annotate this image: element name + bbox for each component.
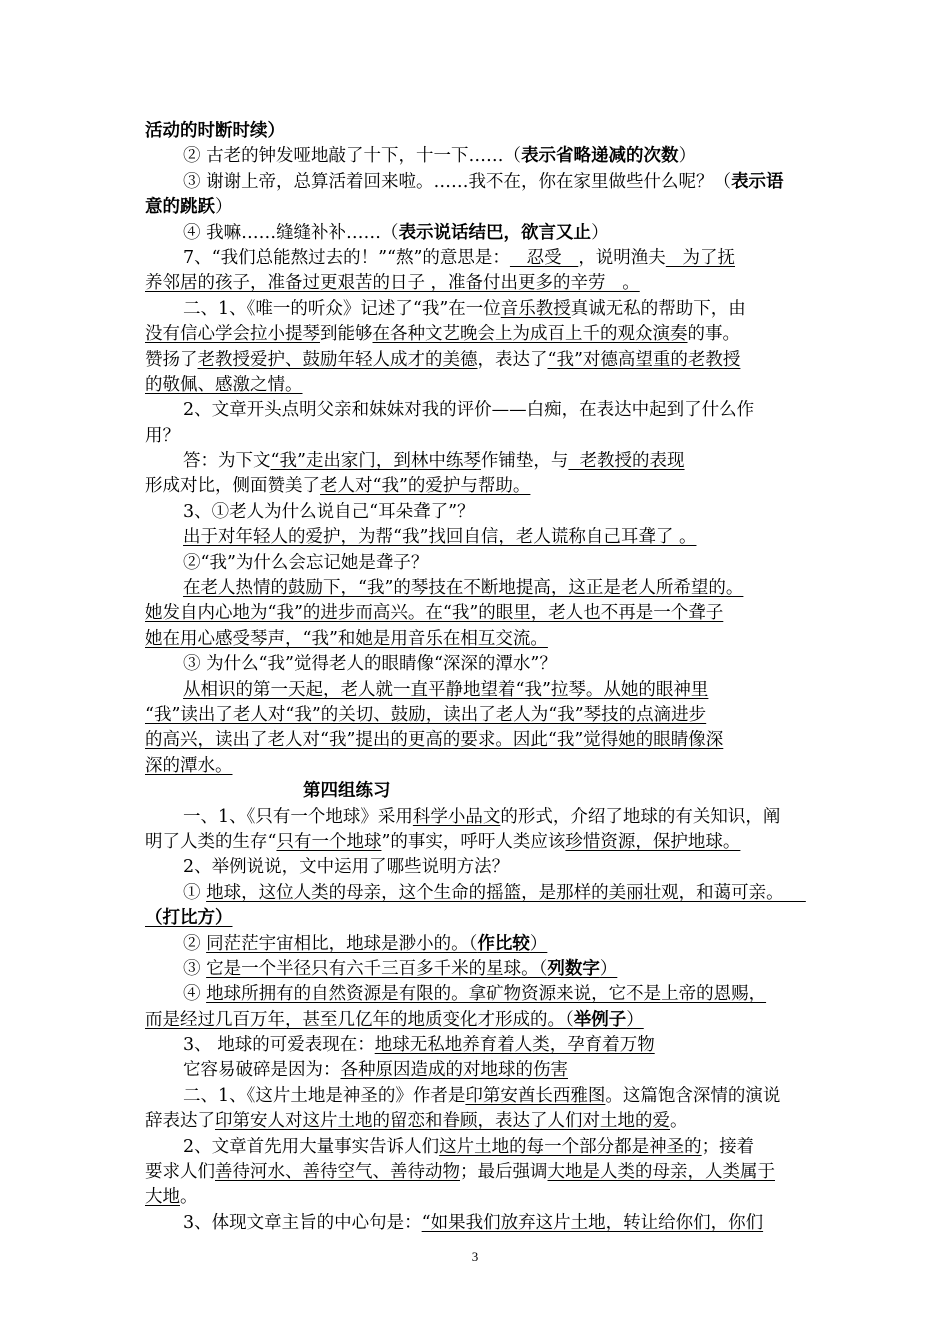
text-segment: ② 古老的钟发哑地敲了十下，十一下……（ bbox=[183, 146, 522, 167]
text-segment: ） bbox=[678, 146, 697, 167]
bold-text: 表示省略递减的次数 bbox=[521, 146, 679, 167]
text-line bbox=[145, 906, 807, 931]
section-heading bbox=[145, 779, 807, 804]
answer-text: 老人对“我”的爱护与帮助。 bbox=[320, 476, 531, 497]
text-line bbox=[145, 221, 807, 246]
text-line bbox=[145, 627, 807, 652]
text-segment: 2、举例说说，文中运用了哪些说明方法？ bbox=[183, 857, 510, 878]
text-line bbox=[145, 449, 807, 474]
bold-text: 表示说话结巴，欲言又止 bbox=[398, 222, 592, 243]
text-segment: 2、文章首先用大量事实告诉人们 bbox=[183, 1136, 440, 1157]
answer-text: 善待河水、善待空气、善待动物 bbox=[215, 1162, 460, 1183]
text-segment: 3、体现文章主旨的中心句是： bbox=[183, 1212, 422, 1233]
answer-text: 的敬佩、感激之情。 bbox=[145, 374, 303, 395]
answer-text: 忍受 bbox=[509, 247, 579, 268]
text-line bbox=[145, 1211, 807, 1236]
text-line bbox=[145, 170, 807, 195]
text-segment: ② bbox=[183, 933, 207, 954]
text-line bbox=[145, 424, 807, 449]
answer-text: 为了抚 bbox=[665, 247, 736, 268]
bold-text: 意的跳跃 bbox=[145, 197, 215, 218]
answer-text: ） bbox=[626, 1009, 644, 1030]
answer-text: 同茫茫宇宙相比，地球是渺小的。（ bbox=[206, 933, 478, 954]
answer-text: 印第安酋长西雅图 bbox=[465, 1085, 606, 1106]
text-line bbox=[145, 652, 807, 677]
text-line bbox=[145, 957, 807, 982]
text-segment: 。 bbox=[180, 1187, 198, 1208]
text-segment: 。这篇饱含深情的演说 bbox=[605, 1085, 781, 1106]
answer-text: “我”对德高望重的老教授 bbox=[547, 349, 741, 370]
text-segment: 辞表达了 bbox=[145, 1111, 215, 1132]
text-segment: ②“我”为什么会忘记她是聋子？ bbox=[183, 552, 429, 573]
text-segment: 真诚无私的帮助下，由 bbox=[570, 298, 746, 319]
answer-text: 在老人热情的鼓励下，“我”的琴技在不断地提高，这正是老人所希望的。 bbox=[183, 578, 744, 599]
text-line bbox=[145, 1109, 807, 1134]
answer-text: 的高兴，读出了老人对“我”提出的更高的要求。因此“我”觉得她的眼睛像深 bbox=[145, 730, 724, 751]
answer-text: 出于对年轻人的爱护，为帮“我”找回自信，老人谎称自己耳聋了 。 bbox=[183, 527, 697, 548]
text-segment: ，说明渔夫 bbox=[578, 247, 666, 268]
answer-text: 老教授的表现 bbox=[568, 451, 685, 472]
text-line bbox=[145, 1084, 807, 1109]
text-segment: 的事。 bbox=[687, 324, 740, 345]
text-segment: 一、1、《只有一个地球》采用 bbox=[183, 806, 413, 827]
answer-text: 地球所拥有的自然资源是有限的。拿矿物资源来说，它不是上帝的恩赐， bbox=[206, 984, 767, 1005]
answer-text: 老教授爱护、鼓励年轻人成才的美德 bbox=[197, 349, 478, 370]
text-line bbox=[145, 1058, 807, 1083]
answer-text: 地球，这位人类的母亲，这个生命的摇篮，是那样的美丽壮观，和蔼可亲。 bbox=[206, 882, 806, 903]
answer-text: 珍惜资源，保护地球。 bbox=[565, 831, 741, 852]
text-line bbox=[145, 1033, 807, 1058]
text-segment: 二、1、《这片土地是神圣的》作者是 bbox=[183, 1085, 466, 1106]
text-line bbox=[145, 551, 807, 576]
text-segment: ”的事实，呼吁人类应该 bbox=[381, 831, 566, 852]
text-line bbox=[145, 1185, 807, 1210]
text-line bbox=[145, 398, 807, 423]
page-number: 3 bbox=[471, 1249, 479, 1264]
answer-text: 她在用心感受琴声，“我”和她是用音乐在相互交流。 bbox=[145, 628, 548, 649]
answer-text: （打比方） bbox=[145, 908, 233, 929]
text-segment: 答：为下文 bbox=[183, 451, 271, 472]
text-line bbox=[145, 297, 807, 322]
text-line bbox=[145, 144, 807, 169]
text-line bbox=[145, 855, 807, 880]
text-line bbox=[145, 348, 807, 373]
answer-text: 列数字 bbox=[547, 958, 600, 979]
text-segment: 明了人类的生存“ bbox=[145, 831, 277, 852]
document-body bbox=[145, 119, 807, 1236]
text-line bbox=[145, 474, 807, 499]
text-line bbox=[145, 601, 807, 626]
answer-text: 只有一个地球 bbox=[276, 831, 382, 852]
text-line bbox=[145, 576, 807, 601]
text-segment: 到能够 bbox=[320, 324, 373, 345]
text-segment: 它容易破碎是因为： bbox=[183, 1060, 341, 1081]
text-line bbox=[145, 754, 807, 779]
answer-text: 而是经过几百万年，甚至几亿年的地质变化才形成的。（ bbox=[145, 1009, 574, 1030]
text-line bbox=[145, 678, 807, 703]
text-segment: ） bbox=[215, 197, 233, 218]
text-segment: ） bbox=[591, 222, 609, 243]
text-segment: 赞扬了 bbox=[145, 349, 198, 370]
text-segment: ④ bbox=[183, 984, 207, 1005]
text-segment: ③ 谢谢上帝，总算活着回来啦。……我不在，你在家里做些什么呢？（ bbox=[183, 171, 732, 192]
text-line bbox=[145, 373, 807, 398]
text-segment: 要求人们 bbox=[145, 1162, 215, 1183]
answer-text: 举例子 bbox=[573, 1009, 627, 1030]
answer-text: 养邻居的孩子，准备过更艰苦的日子 ，准备付出更多的辛劳 。 bbox=[145, 273, 640, 294]
text-line bbox=[145, 195, 807, 220]
text-line bbox=[145, 982, 807, 1007]
text-line bbox=[145, 246, 807, 271]
text-segment: 3、 地球的可爱表现在： bbox=[183, 1035, 375, 1056]
answer-text: 她发自内心地为“我”的进步而高兴。在“我”的眼里，老人也不再是一个聋子 bbox=[145, 603, 724, 624]
text-line bbox=[145, 271, 807, 296]
answer-text: 在各种文艺晚会上为成百上千的观众演奏 bbox=[372, 324, 688, 345]
text-line bbox=[145, 1008, 807, 1033]
text-line bbox=[145, 322, 807, 347]
answer-text: 没有信心学会拉小提琴 bbox=[145, 324, 320, 345]
text-line bbox=[145, 119, 807, 144]
text-segment: 。 bbox=[670, 1111, 688, 1132]
answer-text: ） bbox=[529, 933, 548, 954]
text-segment: 形成对比，侧面赞美了 bbox=[145, 476, 320, 497]
text-line bbox=[145, 830, 807, 855]
answer-text: 大地 bbox=[145, 1187, 180, 1208]
text-segment: ③ 为什么“我”觉得老人的眼睛像“深深的潭水”？ bbox=[183, 654, 557, 675]
text-segment: 3、①老人为什么说自己“耳朵聋了”？ bbox=[183, 501, 475, 522]
answer-text: 科学小品文 bbox=[412, 806, 501, 827]
text-segment: 2、文章开头点明父亲和妹妹对我的评价——白痴，在表达中起到了什么作 bbox=[183, 400, 755, 421]
text-segment: ③ bbox=[183, 958, 207, 979]
answer-text: ） bbox=[599, 958, 618, 979]
text-line bbox=[145, 881, 807, 906]
bold-text: 第四组练习 bbox=[303, 781, 391, 802]
text-line bbox=[145, 703, 807, 728]
answer-text: “我”读出了老人对“我”的关切、鼓励，读出了老人为“我”琴技的点滴进步 bbox=[145, 704, 707, 725]
text-line bbox=[145, 500, 807, 525]
answer-text: 它是一个半径只有六千三百多千米的星球。（ bbox=[206, 958, 548, 979]
text-segment: ④ 我嘛……缝缝补补……（ bbox=[183, 222, 399, 243]
text-segment: 作铺垫，与 bbox=[480, 451, 569, 472]
answer-text: 作比较 bbox=[477, 933, 530, 954]
text-segment: ；最后强调 bbox=[460, 1162, 548, 1183]
answer-text: “我”走出家门，到林中练琴 bbox=[270, 451, 481, 472]
bold-text: 活动的时断时续） bbox=[145, 121, 285, 141]
answer-text: 地球无私地养育着人类，孕育着万物 bbox=[374, 1035, 655, 1056]
text-line bbox=[145, 1135, 807, 1160]
text-line bbox=[145, 1160, 807, 1185]
bold-text: 表示语 bbox=[731, 171, 784, 192]
text-segment: ，表达了 bbox=[477, 349, 548, 370]
answer-text: 音乐教授 bbox=[500, 298, 571, 319]
text-line bbox=[145, 525, 807, 550]
answer-text: 深的潭水。 bbox=[145, 755, 233, 776]
answer-text: “如果我们放弃这片土地，转让给你们，你们 bbox=[421, 1212, 764, 1233]
text-segment: 二、1、《唯一的听众》记述了“我”在一位 bbox=[183, 298, 501, 319]
answer-text: 大地是人类的母亲，人类属于 bbox=[547, 1162, 775, 1183]
answer-text: 从相识的第一天起，老人就一直平静地望着“我”拉琴。从她的眼神里 bbox=[183, 679, 709, 700]
answer-text: 这片土地的每一个部分都是神圣的 bbox=[439, 1136, 702, 1157]
text-line bbox=[145, 932, 807, 957]
text-segment: 的形式，介绍了地球的有关知识，阐 bbox=[500, 806, 781, 827]
text-line bbox=[145, 728, 807, 753]
text-segment: 7、“我们总能熬过去的！”“熬”的意思是： bbox=[183, 247, 510, 268]
answer-text: 各种原因造成的对地球的伤害 bbox=[340, 1060, 568, 1081]
text-segment: 用？ bbox=[145, 425, 180, 446]
text-line bbox=[145, 805, 807, 830]
text-segment: ① bbox=[183, 882, 207, 903]
answer-text: 印第安人对这片土地的留恋和眷顾，表达了人们对土地的爱 bbox=[215, 1111, 670, 1132]
text-segment: ；接着 bbox=[701, 1136, 755, 1157]
